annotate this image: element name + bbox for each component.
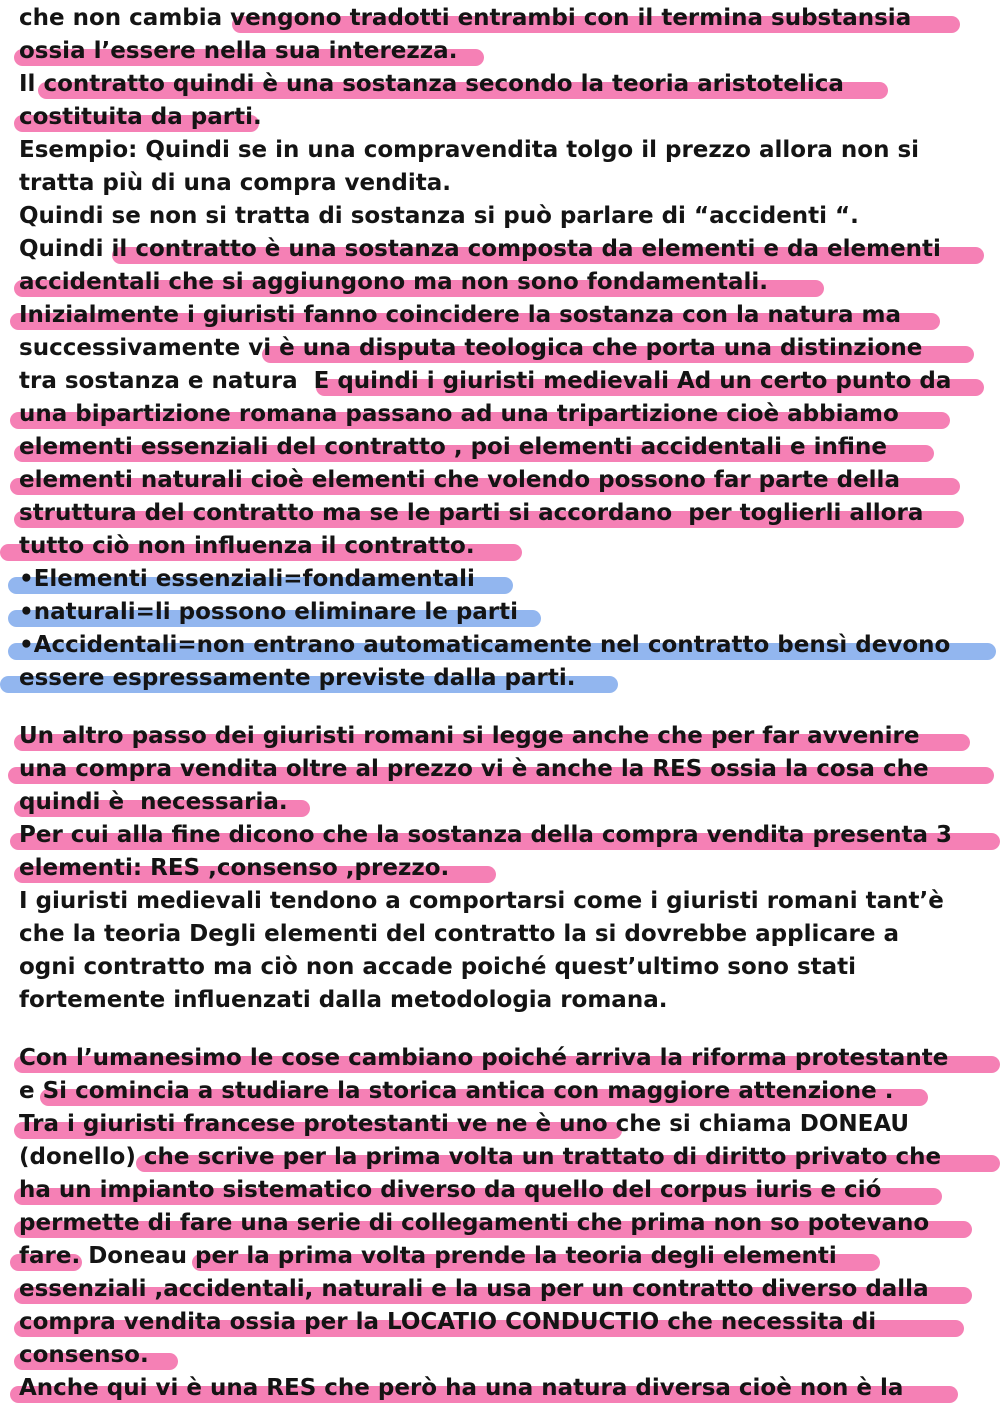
line-text: una bipartizione romana passano ad una tripartizione cioè abbiamo (19, 401, 899, 427)
text-line (0, 200, 1000, 233)
text-line (0, 1339, 1000, 1372)
text-line (0, 68, 1000, 101)
line-text: Per cui alla fine dicono che la sostanza della compra vendita presenta 3 (19, 822, 953, 848)
line-text: Anche qui vi è una RES che però ha una natura diversa cioè non è la (19, 1375, 904, 1401)
line-text: essenziali ,accidentali, naturali e la usa per un contratto diverso dalla (19, 1276, 929, 1302)
text-line (0, 662, 1000, 695)
line-text: elementi naturali cioè elementi che volendo possono far parte della (19, 467, 900, 493)
text-line (0, 1141, 1000, 1174)
line-text: quindi è necessaria. (19, 789, 288, 815)
line-text: (donello) che scrive per la prima volta un trattato di diritto privato che (19, 1144, 942, 1170)
line-text: ha un impianto sistematico diverso da quello del corpus iuris e ció (19, 1177, 882, 1203)
line-text: •Accidentali=non entrano automaticamente nel contratto bensì devono (19, 632, 951, 658)
text-line (0, 266, 1000, 299)
line-text: che la teoria Degli elementi del contratto la si dovrebbe applicare a (19, 921, 899, 947)
line-text: •Elementi essenziali=fondamentali (19, 566, 475, 592)
line-text: Con l’umanesimo le cose cambiano poiché arriva la riforma protestante (19, 1045, 949, 1071)
text-line (0, 629, 1000, 662)
line-text: compra vendita ossia per la LOCATIO CONDUCTIO che necessita di (19, 1309, 877, 1335)
text-line (0, 786, 1000, 819)
text-line (0, 134, 1000, 167)
text-line (0, 1108, 1000, 1141)
text-line (0, 464, 1000, 497)
text-line (0, 233, 1000, 266)
text-line (0, 1207, 1000, 1240)
text-line (0, 984, 1000, 1017)
text-line (0, 563, 1000, 596)
line-text: Quindi il contratto è una sostanza composta da elementi e da elementi (19, 236, 941, 262)
line-text: fortemente influenzati dalla metodologia romana. (19, 987, 668, 1013)
text-line (0, 530, 1000, 563)
text-line (0, 1372, 1000, 1405)
text-line (0, 398, 1000, 431)
line-text: Inizialmente i giuristi fanno coincidere la sostanza con la natura ma (19, 302, 901, 328)
line-text: Esempio: Quindi se in una compravendita tolgo il prezzo allora non si (19, 137, 920, 163)
line-text: elementi: RES ,consenso ,prezzo. (19, 855, 450, 881)
line-text: consenso. (19, 1342, 149, 1368)
text-line (0, 431, 1000, 464)
text-line (0, 852, 1000, 885)
text-line (0, 1042, 1000, 1075)
line-text: essere espressamente previste dalla parti. (19, 665, 576, 691)
text-line (0, 1075, 1000, 1108)
line-text: Tra i giuristi francese protestanti ve ne è uno che si chiama DONEAU (19, 1111, 910, 1137)
text-line (0, 951, 1000, 984)
line-text: fare. Doneau per la prima volta prende la teoria degli elementi (19, 1243, 837, 1269)
text-line (0, 497, 1000, 530)
text-line (0, 365, 1000, 398)
line-text: ossia l’essere nella sua interezza. (19, 38, 458, 64)
text-line (0, 101, 1000, 134)
line-text: successivamente vi è una disputa teologica che porta una distinzione (19, 335, 923, 361)
text-line (0, 1240, 1000, 1273)
text-line (0, 720, 1000, 753)
text-line (0, 1273, 1000, 1306)
line-text: permette di fare una serie di collegamenti che prima non so potevano (19, 1210, 930, 1236)
text-line (0, 596, 1000, 629)
text-line (0, 819, 1000, 852)
text-line (0, 167, 1000, 200)
line-text: Il contratto quindi è una sostanza secondo la teoria aristotelica (19, 71, 844, 97)
text-line (0, 1174, 1000, 1207)
line-text: costituita da parti. (19, 104, 262, 130)
text-line (0, 1306, 1000, 1339)
line-text: struttura del contratto ma se le parti si accordano per toglierli allora (19, 500, 924, 526)
text-line (0, 35, 1000, 68)
text-line (0, 753, 1000, 786)
line-text: accidentali che si aggiungono ma non sono fondamentali. (19, 269, 768, 295)
text-line (0, 918, 1000, 951)
line-text: •naturali=li possono eliminare le parti (19, 599, 519, 625)
line-text: tratta più di una compra vendita. (19, 170, 452, 196)
text-line (0, 885, 1000, 918)
text-line (0, 2, 1000, 35)
line-text: e Si comincia a studiare la storica antica con maggiore attenzione . (19, 1078, 894, 1104)
line-text: tra sostanza e natura E quindi i giuristi medievali Ad un certo punto da (19, 368, 952, 394)
line-text: Quindi se non si tratta di sostanza si può parlare di “accidenti “. (19, 203, 859, 229)
text-line (0, 332, 1000, 365)
line-text: ogni contratto ma ciò non accade poiché quest’ultimo sono stati (19, 954, 857, 980)
line-text: tutto ciò non influenza il contratto. (19, 533, 475, 559)
line-text: che non cambia vengono tradotti entrambi con il termina substansia (19, 5, 912, 31)
line-text: elementi essenziali del contratto , poi elementi accidentali e infine (19, 434, 887, 460)
line-text: I giuristi medievali tendono a comportarsi come i giuristi romani tant’è (19, 888, 944, 914)
line-text: Un altro passo dei giuristi romani si legge anche che per far avvenire (19, 723, 920, 749)
text-line (0, 299, 1000, 332)
line-text: una compra vendita oltre al prezzo vi è anche la RES ossia la cosa che (19, 756, 929, 782)
